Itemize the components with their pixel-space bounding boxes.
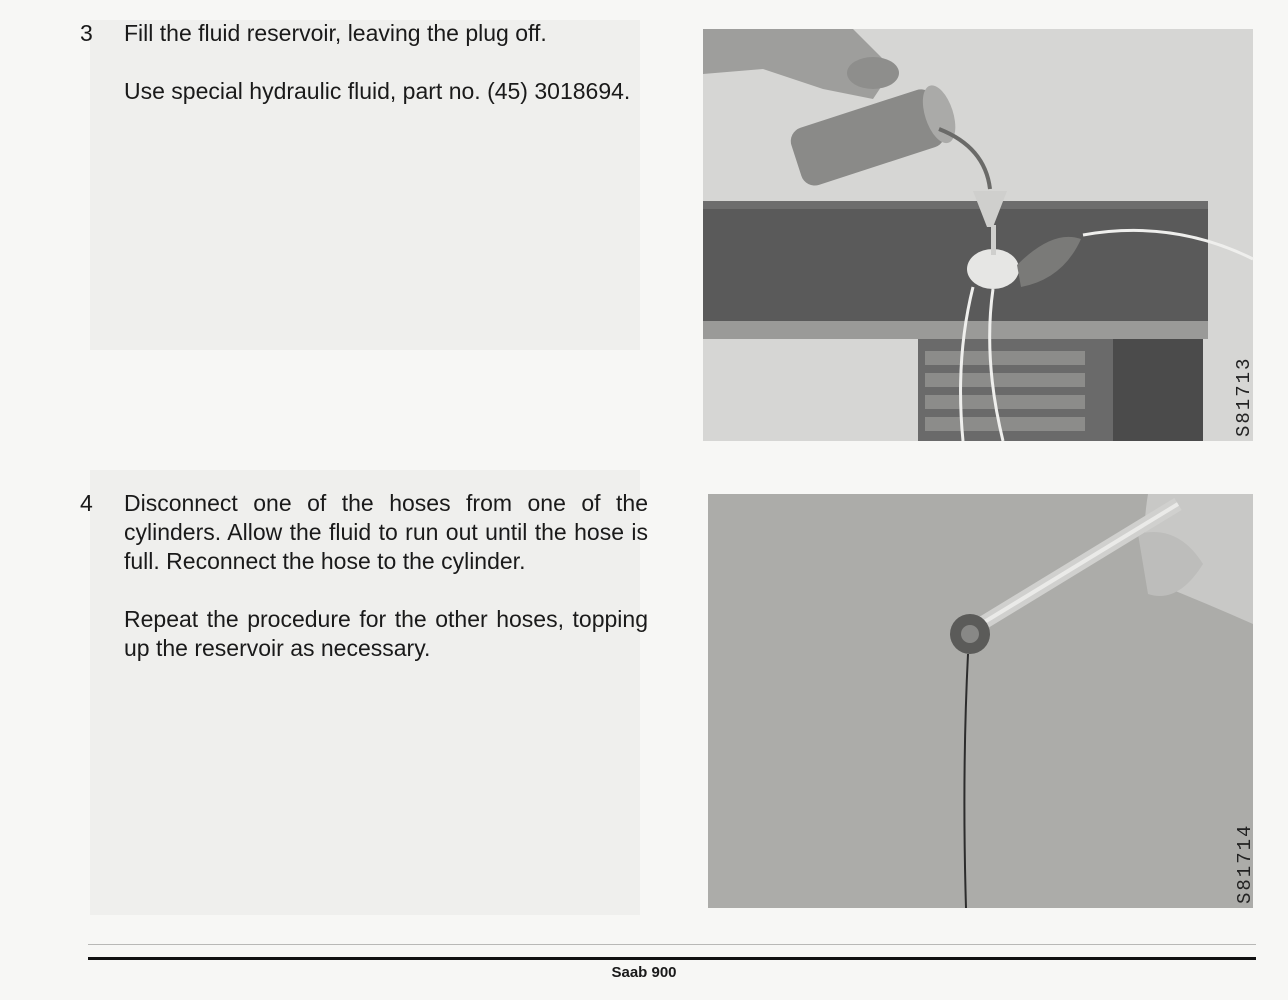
hose-illustration	[708, 494, 1253, 908]
step-paragraph: Use special hydraulic fluid, part no. (45) 3018694.	[124, 78, 631, 104]
pouring-illustration	[703, 29, 1253, 441]
figure-photo-hose	[708, 494, 1256, 908]
footer-rule	[88, 944, 1256, 945]
step-number: 3	[80, 20, 93, 46]
figure-code: S81714	[1234, 823, 1256, 904]
step-paragraph: Repeat the procedure for the other hoses, topping up the reservoir as necessary.	[124, 606, 648, 661]
step-paragraph: Fill the fluid reservoir, leaving the plug off.	[124, 20, 547, 46]
step-body	[124, 489, 648, 692]
step-body	[124, 19, 648, 135]
figure-photo-pouring	[703, 29, 1253, 441]
footer-text: Saab 900	[611, 964, 677, 981]
step-number: 4	[80, 490, 93, 516]
step-paragraph: Disconnect one of the hoses from one of the cylinders. Allow the fluid to run out until the hose is full. Reconnect the hose to the cylinder.	[124, 490, 648, 574]
footer-rule	[88, 957, 1256, 960]
figure-code: S81713	[1233, 356, 1255, 437]
